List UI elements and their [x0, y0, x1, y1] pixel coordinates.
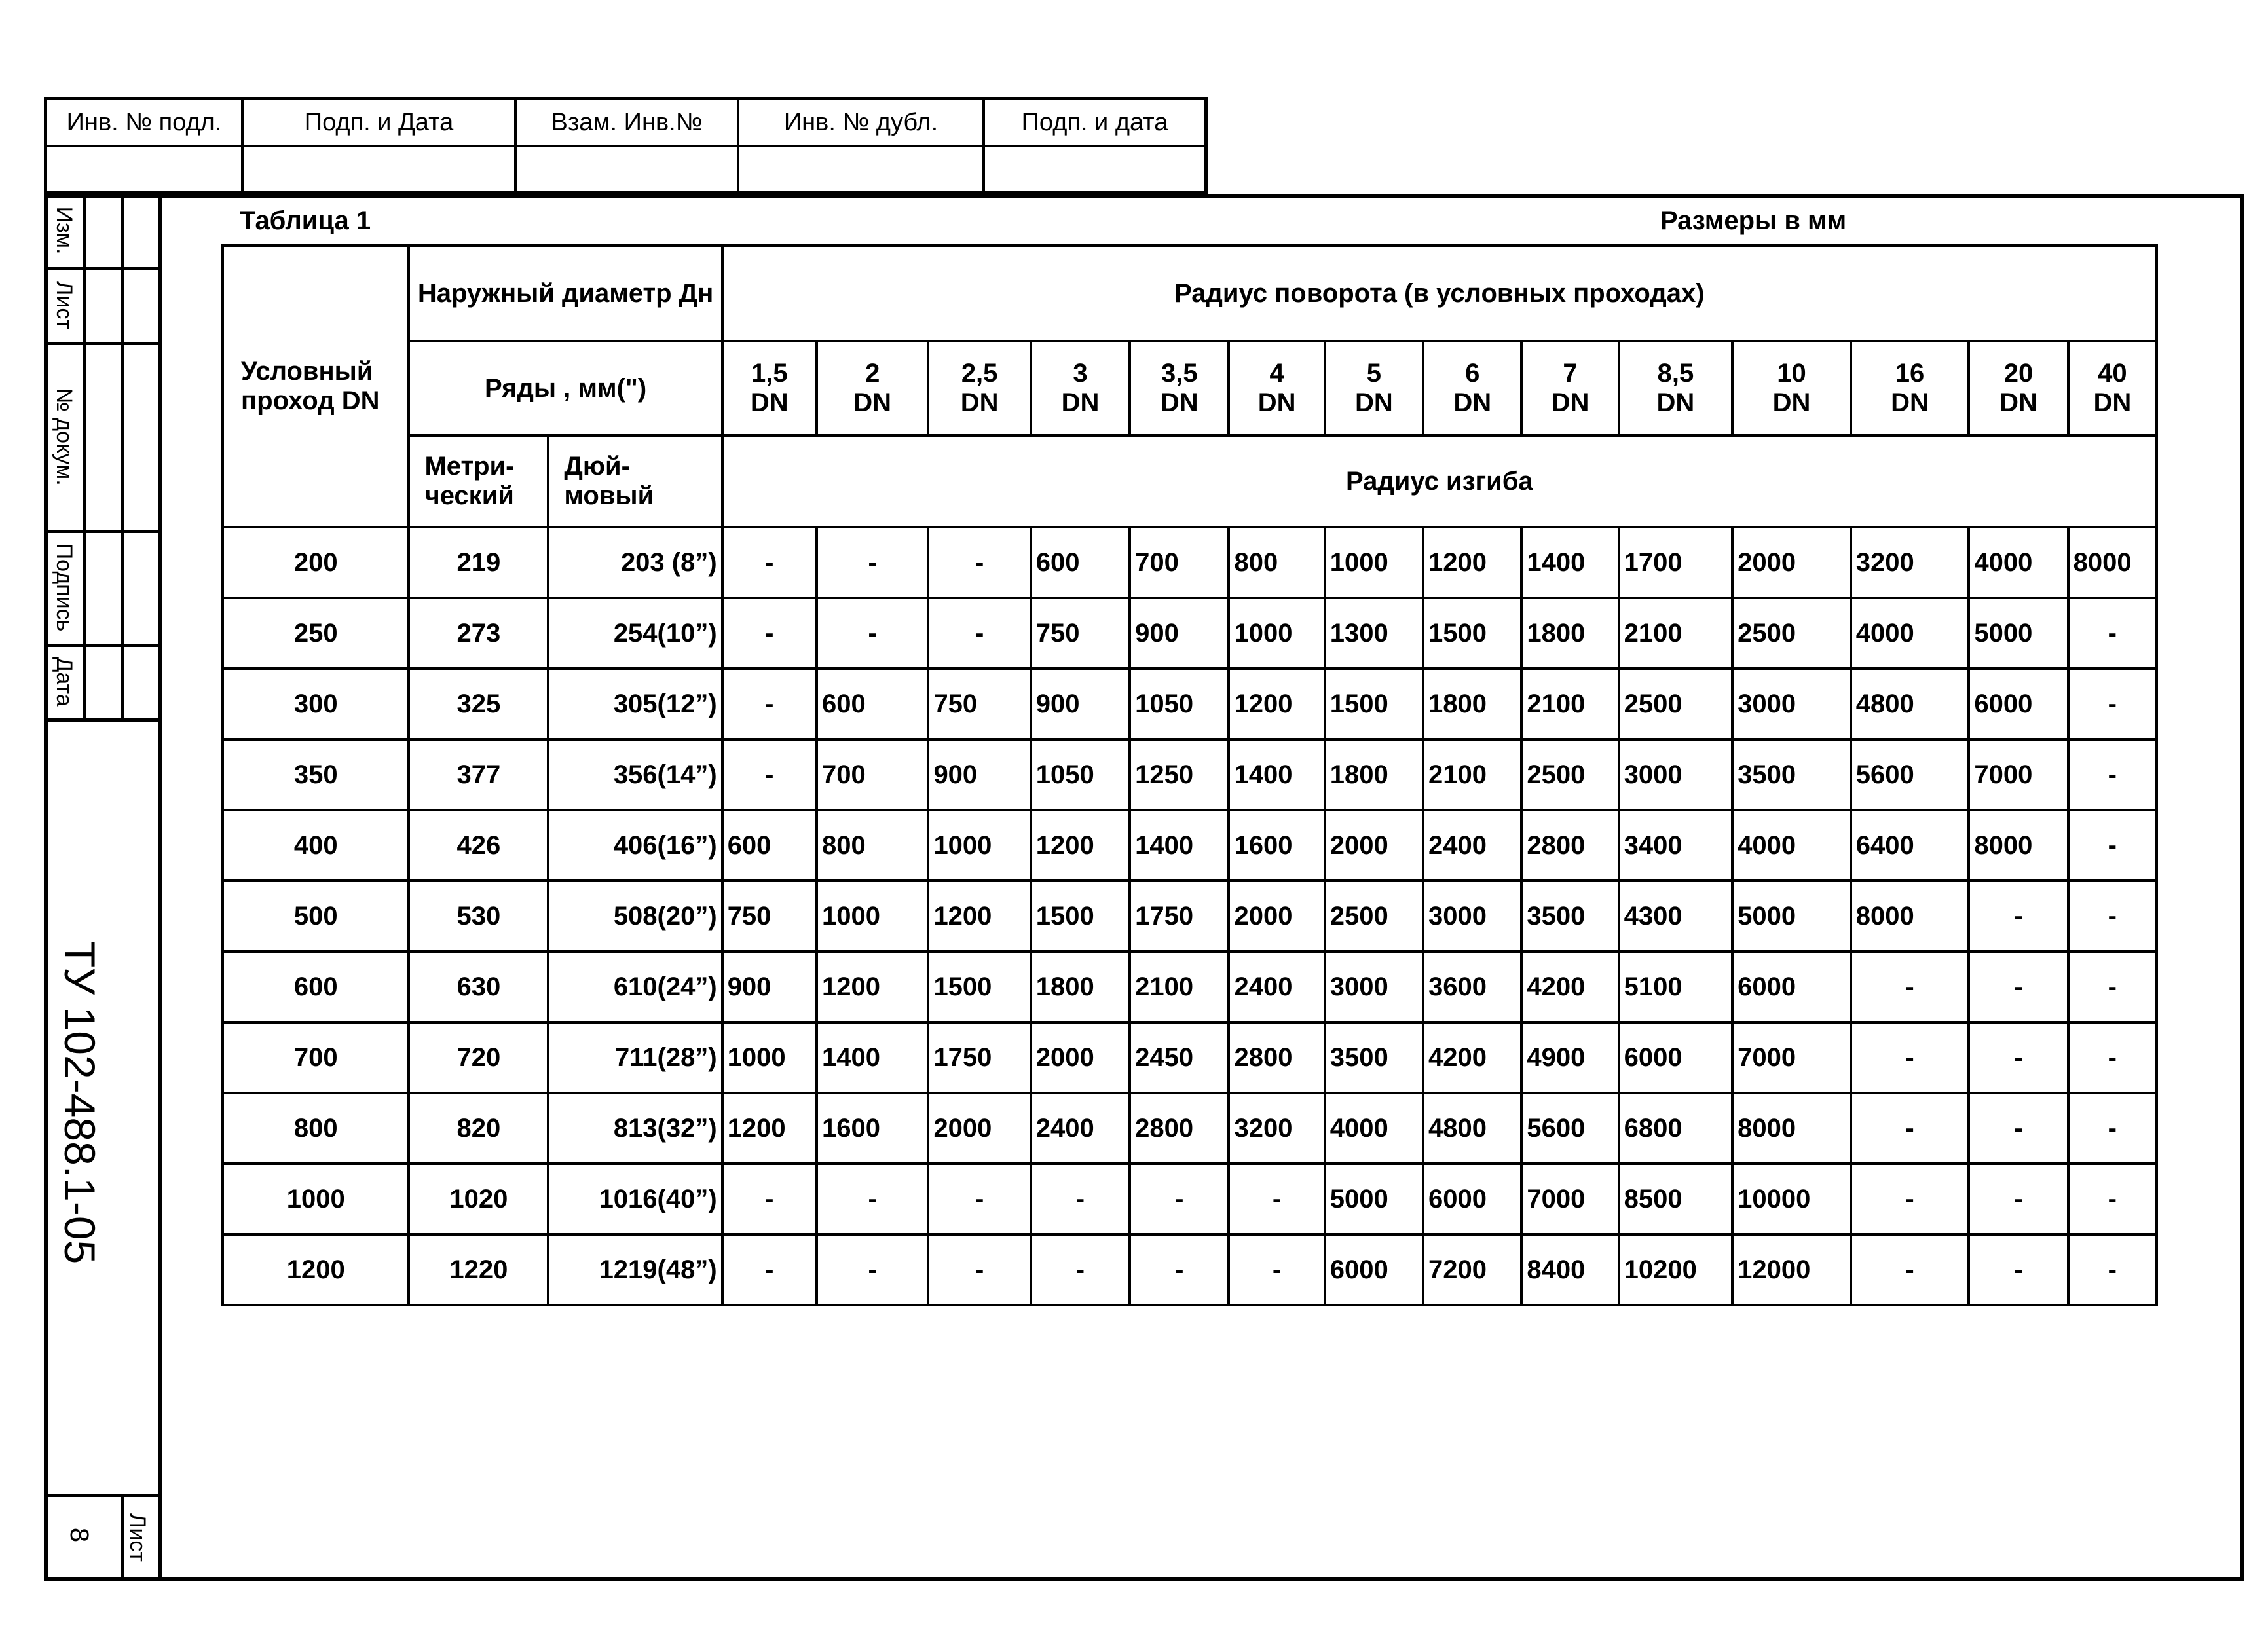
revision-label-sheet: Лист [52, 281, 77, 329]
cell-radius-value: 1050 [1031, 739, 1130, 810]
table-row [223, 1234, 2157, 1305]
approval-cell-inv-orig [47, 100, 244, 191]
cell-inch: 610(24”) [548, 952, 722, 1022]
cell-inch: 1219(48”) [548, 1234, 722, 1305]
cell-radius-value: 2000 [1229, 881, 1324, 952]
cell-radius-value: 1800 [1031, 952, 1130, 1022]
cell-radius-value: - [1851, 1093, 1969, 1164]
cell-radius-value: 900 [1130, 598, 1229, 669]
cell-radius-value: 1200 [1229, 669, 1324, 739]
strip-divider [83, 194, 86, 721]
cell-radius-value: 2100 [1423, 739, 1521, 810]
cell-radius-value: 6000 [1969, 669, 2068, 739]
cell-radius-value: 10200 [1619, 1234, 1733, 1305]
cell-radius-value: - [1851, 952, 1969, 1022]
cell-radius-value: 2000 [1031, 1022, 1130, 1093]
header-rows: Ряды , мм(") [409, 341, 722, 435]
cell-inch: 813(32”) [548, 1093, 722, 1164]
cell-radius-value: 900 [1031, 669, 1130, 739]
cell-radius-value: 8400 [1521, 1234, 1618, 1305]
cell-radius-value: 1600 [817, 1093, 928, 1164]
cell-radius-value: 1500 [928, 952, 1030, 1022]
document-code: ТУ 102-488.1-05 [56, 941, 104, 1265]
cell-radius-value: 2800 [1130, 1093, 1229, 1164]
cell-inch: 356(14”) [548, 739, 722, 810]
cell-dn: 500 [223, 881, 409, 952]
radius-header-cell [1325, 341, 1423, 435]
cell-radius-value: 2800 [1229, 1022, 1324, 1093]
cell-radius-value: 5600 [1521, 1093, 1618, 1164]
cell-metric: 1220 [409, 1234, 548, 1305]
radius-header-multiplier: 3 [1073, 359, 1088, 388]
cell-radius-value: - [722, 1164, 817, 1234]
cell-radius-value: - [1851, 1164, 1969, 1234]
table-caption: Таблица 1 [240, 206, 371, 235]
radius-header-multiplier: 7 [1563, 359, 1578, 388]
cell-radius-value: 5000 [1325, 1164, 1423, 1234]
cell-radius-value: 1300 [1325, 598, 1423, 669]
cell-radius-value: 1000 [1229, 598, 1324, 669]
approval-header: Подп. и Дата [244, 100, 514, 147]
radius-header-cell [817, 341, 928, 435]
cell-radius-value: 6800 [1619, 1093, 1733, 1164]
cell-radius-value: - [1969, 1234, 2068, 1305]
cell-radius-value: 1200 [1423, 527, 1521, 598]
cell-dn: 800 [223, 1093, 409, 1164]
cell-radius-value: - [2068, 1022, 2157, 1093]
radius-header-unit: DN [1257, 388, 1296, 417]
cell-radius-value: 3500 [1732, 739, 1851, 810]
cell-radius-value: 2450 [1130, 1022, 1229, 1093]
header-inch: Дюй-мовый [548, 435, 722, 527]
cell-radius-value: - [2068, 952, 2157, 1022]
radius-header-unit: DN [1772, 388, 1811, 417]
radius-header-cell [722, 341, 817, 435]
cell-radius-value: 4000 [1325, 1093, 1423, 1164]
cell-radius-value: 1700 [1619, 527, 1733, 598]
cell-metric: 219 [409, 527, 548, 598]
header-row-radius [223, 341, 2157, 435]
cell-radius-value: 3000 [1325, 952, 1423, 1022]
cell-radius-value: 3500 [1325, 1022, 1423, 1093]
cell-radius-value: 1500 [1031, 881, 1130, 952]
radius-header-multiplier: 2,5 [961, 359, 998, 388]
cell-radius-value: 1400 [1521, 527, 1618, 598]
table-row [223, 598, 2157, 669]
cell-radius-value: 1000 [817, 881, 928, 952]
cell-radius-value: 3600 [1423, 952, 1521, 1022]
cell-dn: 350 [223, 739, 409, 810]
radius-header-cell [928, 341, 1030, 435]
cell-dn: 600 [223, 952, 409, 1022]
sheet-number: 8 [65, 1527, 94, 1543]
cell-radius-value: - [1031, 1234, 1130, 1305]
cell-inch: 508(20”) [548, 881, 722, 952]
revision-strip [44, 194, 162, 1581]
table-row [223, 1093, 2157, 1164]
radius-header-unit: DN [1160, 388, 1199, 417]
cell-radius-value: 1400 [1229, 739, 1324, 810]
cell-radius-value: 750 [1031, 598, 1130, 669]
radius-header-cell [1969, 341, 2068, 435]
cell-radius-value: 4000 [1851, 598, 1969, 669]
cell-radius-value: 4800 [1851, 669, 1969, 739]
cell-dn: 300 [223, 669, 409, 739]
cell-radius-value: 4000 [1969, 527, 2068, 598]
cell-radius-value: - [817, 527, 928, 598]
cell-radius-value: - [1130, 1164, 1229, 1234]
radius-header-multiplier: 20 [2003, 359, 2034, 388]
cell-radius-value: 8500 [1619, 1164, 1733, 1234]
cell-dn: 200 [223, 527, 409, 598]
radius-header-multiplier: 6 [1465, 359, 1480, 388]
cell-radius-value: 4800 [1423, 1093, 1521, 1164]
cell-radius-value: 900 [722, 952, 817, 1022]
cell-radius-value: - [722, 1234, 817, 1305]
cell-radius-value: 2100 [1619, 598, 1733, 669]
cell-radius-value: 1000 [1325, 527, 1423, 598]
cell-radius-value: 1800 [1521, 598, 1618, 669]
cell-radius-value: - [817, 1164, 928, 1234]
radius-header-cell [1732, 341, 1851, 435]
cell-radius-value: - [2068, 881, 2157, 952]
cell-radius-value: - [928, 1164, 1030, 1234]
cell-radius-value: - [1851, 1234, 1969, 1305]
cell-radius-value: 8000 [1851, 881, 1969, 952]
cell-metric: 530 [409, 881, 548, 952]
header-outer-diameter: Наружный диаметр Дн [409, 246, 722, 341]
radius-header-unit: DN [1355, 388, 1393, 417]
radius-header-unit: DN [1999, 388, 2037, 417]
cell-radius-value: 1800 [1423, 669, 1521, 739]
cell-radius-value: 700 [817, 739, 928, 810]
cell-radius-value: - [2068, 810, 2157, 881]
revision-label-doc-number: № докум. [52, 388, 77, 486]
cell-radius-value: 800 [1229, 527, 1324, 598]
strip-divider [44, 1494, 158, 1497]
header-metric: Метри-ческий [409, 435, 548, 527]
cell-radius-value: 3400 [1619, 810, 1733, 881]
cell-radius-value: 600 [1031, 527, 1130, 598]
cell-radius-value: 7000 [1732, 1022, 1851, 1093]
table-row [223, 881, 2157, 952]
header-bend-radius: Радиус изгиба [722, 435, 2157, 527]
cell-radius-value: - [817, 598, 928, 669]
cell-radius-value: 750 [722, 881, 817, 952]
approval-header: Взам. Инв.№ [517, 100, 737, 147]
approval-header: Подп. и дата [985, 100, 1204, 147]
cell-radius-value: 1200 [817, 952, 928, 1022]
cell-radius-value: 1200 [928, 881, 1030, 952]
cell-inch: 1016(40”) [548, 1164, 722, 1234]
cell-radius-value: 600 [722, 810, 817, 881]
strip-divider [44, 267, 158, 270]
cell-radius-value: - [928, 1234, 1030, 1305]
cell-radius-value: - [1969, 1093, 2068, 1164]
radius-header-multiplier: 1,5 [751, 359, 788, 388]
radius-header-multiplier: 10 [1777, 359, 1806, 388]
cell-radius-value: 2400 [1031, 1093, 1130, 1164]
radius-header-multiplier: 3,5 [1161, 359, 1198, 388]
cell-radius-value: - [1229, 1164, 1324, 1234]
cell-radius-value: 4200 [1423, 1022, 1521, 1093]
radius-header-cell [1619, 341, 1733, 435]
cell-metric: 325 [409, 669, 548, 739]
cell-radius-value: 8000 [1732, 1093, 1851, 1164]
radius-header-cell [1229, 341, 1324, 435]
cell-radius-value: 1800 [1325, 739, 1423, 810]
cell-inch: 203 (8”) [548, 527, 722, 598]
radius-header-multiplier: 40 [2098, 359, 2127, 388]
cell-metric: 820 [409, 1093, 548, 1164]
cell-inch: 406(16”) [548, 810, 722, 881]
cell-radius-value: - [2068, 1164, 2157, 1234]
cell-radius-value: 1050 [1130, 669, 1229, 739]
approval-strip [44, 97, 1208, 194]
radius-header-cell [2068, 341, 2157, 435]
radius-header-cell [1130, 341, 1229, 435]
cell-radius-value: - [2068, 739, 2157, 810]
cell-radius-value: 600 [817, 669, 928, 739]
cell-radius-value: - [1969, 1022, 2068, 1093]
radius-header-unit: DN [1656, 388, 1695, 417]
cell-radius-value: 1500 [1423, 598, 1521, 669]
sheet-label: Лист [125, 1513, 150, 1562]
cell-radius-value: 1400 [1130, 810, 1229, 881]
strip-divider [44, 644, 158, 647]
cell-dn: 400 [223, 810, 409, 881]
cell-radius-value: 1200 [1031, 810, 1130, 881]
revision-label-signature: Подпись [52, 543, 77, 632]
cell-radius-value: 4900 [1521, 1022, 1618, 1093]
radius-header-unit: DN [750, 388, 789, 417]
cell-radius-value: 2800 [1521, 810, 1618, 881]
cell-radius-value: 3200 [1851, 527, 1969, 598]
radius-header-multiplier: 16 [1895, 359, 1925, 388]
cell-dn: 1200 [223, 1234, 409, 1305]
strip-divider [44, 530, 158, 533]
radius-header-unit: DN [1551, 388, 1589, 417]
cell-radius-value: 700 [1130, 527, 1229, 598]
table-row [223, 527, 2157, 598]
strip-divider [44, 342, 158, 345]
cell-radius-value: 1200 [722, 1093, 817, 1164]
radius-header-cell [1521, 341, 1618, 435]
approval-cell-inv-dup [739, 100, 985, 191]
cell-metric: 273 [409, 598, 548, 669]
cell-radius-value: - [722, 527, 817, 598]
cell-radius-value: - [1969, 952, 2068, 1022]
cell-radius-value: 8000 [1969, 810, 2068, 881]
cell-radius-value: 5000 [1732, 881, 1851, 952]
table-row [223, 1022, 2157, 1093]
cell-radius-value: 1750 [928, 1022, 1030, 1093]
radius-header-unit: DN [1061, 388, 1100, 417]
cell-radius-value: 7000 [1969, 739, 2068, 810]
cell-inch: 305(12”) [548, 669, 722, 739]
revision-label-change: Изм. [52, 206, 77, 255]
cell-radius-value: 800 [817, 810, 928, 881]
radius-header-multiplier: 5 [1366, 359, 1382, 388]
radius-header-unit: DN [960, 388, 999, 417]
cell-radius-value: - [1229, 1234, 1324, 1305]
cell-radius-value: - [722, 598, 817, 669]
cell-radius-value: - [1031, 1164, 1130, 1234]
cell-inch: 254(10”) [548, 598, 722, 669]
cell-radius-value: 3200 [1229, 1093, 1324, 1164]
table-row [223, 669, 2157, 739]
table-units: Размеры в мм [1660, 206, 1847, 235]
cell-radius-value: 2000 [928, 1093, 1030, 1164]
cell-radius-value: 7000 [1521, 1164, 1618, 1234]
radius-header-unit: DN [1453, 388, 1492, 417]
cell-radius-value: 1000 [928, 810, 1030, 881]
radius-header-unit: DN [2093, 388, 2132, 417]
cell-metric: 377 [409, 739, 548, 810]
cell-radius-value: 1000 [722, 1022, 817, 1093]
cell-radius-value: - [1969, 1164, 2068, 1234]
cell-radius-value: - [2068, 598, 2157, 669]
bend-radius-table [221, 244, 2158, 1306]
table-row [223, 1164, 2157, 1234]
cell-radius-value: 5600 [1851, 739, 1969, 810]
cell-radius-value: 3000 [1423, 881, 1521, 952]
radius-header-multiplier: 4 [1269, 359, 1284, 388]
cell-radius-value: 10000 [1732, 1164, 1851, 1234]
cell-dn: 250 [223, 598, 409, 669]
cell-metric: 630 [409, 952, 548, 1022]
cell-radius-value: 8000 [2068, 527, 2157, 598]
cell-radius-value: - [1130, 1234, 1229, 1305]
cell-radius-value: 2100 [1130, 952, 1229, 1022]
cell-radius-value: - [928, 527, 1030, 598]
cell-radius-value: 7200 [1423, 1234, 1521, 1305]
cell-radius-value: - [722, 739, 817, 810]
cell-radius-value: 2400 [1423, 810, 1521, 881]
table-row [223, 952, 2157, 1022]
cell-metric: 720 [409, 1022, 548, 1093]
cell-radius-value: 6000 [1325, 1234, 1423, 1305]
cell-radius-value: 6000 [1732, 952, 1851, 1022]
cell-radius-value: 3000 [1732, 669, 1851, 739]
cell-radius-value: - [928, 598, 1030, 669]
cell-radius-value: 4300 [1619, 881, 1733, 952]
header-turn-radius: Радиус поворота (в условных проходах) [722, 246, 2157, 341]
cell-radius-value: 2500 [1521, 739, 1618, 810]
approval-header: Инв. № дубл. [739, 100, 982, 147]
cell-radius-value: 900 [928, 739, 1030, 810]
strip-divider [121, 194, 124, 721]
header-dn: Условный проход DN [223, 246, 409, 527]
cell-inch: 711(28”) [548, 1022, 722, 1093]
cell-radius-value: 2500 [1325, 881, 1423, 952]
approval-cell-replace-inv [517, 100, 739, 191]
cell-radius-value: 6000 [1423, 1164, 1521, 1234]
cell-radius-value: - [817, 1234, 928, 1305]
cell-radius-value: - [722, 669, 817, 739]
radius-header-unit: DN [853, 388, 892, 417]
cell-radius-value: 6000 [1619, 1022, 1733, 1093]
table-row [223, 739, 2157, 810]
cell-radius-value: - [2068, 1093, 2157, 1164]
cell-radius-value: 2400 [1229, 952, 1324, 1022]
cell-radius-value: 2500 [1619, 669, 1733, 739]
cell-radius-value: 6400 [1851, 810, 1969, 881]
table-row [223, 810, 2157, 881]
revision-label-date: Дата [52, 657, 77, 707]
cell-radius-value: - [1969, 881, 2068, 952]
cell-radius-value: 750 [928, 669, 1030, 739]
cell-metric: 426 [409, 810, 548, 881]
radius-header-cell [1851, 341, 1969, 435]
cell-radius-value: 1250 [1130, 739, 1229, 810]
cell-radius-value: 2500 [1732, 598, 1851, 669]
radius-header-multiplier: 2 [865, 359, 880, 388]
radius-header-unit: DN [1891, 388, 1929, 417]
cell-radius-value: 1750 [1130, 881, 1229, 952]
cell-radius-value: 2000 [1732, 527, 1851, 598]
approval-header: Инв. № подл. [47, 100, 241, 147]
strip-divider [44, 718, 158, 722]
cell-radius-value: 3500 [1521, 881, 1618, 952]
cell-radius-value: - [2068, 1234, 2157, 1305]
cell-radius-value: 12000 [1732, 1234, 1851, 1305]
approval-cell-sign-date-2 [985, 100, 1204, 191]
radius-header-multiplier: 8,5 [1657, 359, 1694, 388]
cell-radius-value: 1500 [1325, 669, 1423, 739]
cell-radius-value: 2100 [1521, 669, 1618, 739]
header-row-top [223, 246, 2157, 341]
radius-header-cell [1423, 341, 1521, 435]
strip-divider [121, 1494, 124, 1577]
cell-dn: 1000 [223, 1164, 409, 1234]
cell-radius-value: - [2068, 669, 2157, 739]
cell-radius-value: 1600 [1229, 810, 1324, 881]
radius-header-cell [1031, 341, 1130, 435]
header-row-bottom [223, 435, 2157, 527]
cell-radius-value: 4200 [1521, 952, 1618, 1022]
cell-radius-value: 4000 [1732, 810, 1851, 881]
cell-radius-value: 5100 [1619, 952, 1733, 1022]
cell-radius-value: 3000 [1619, 739, 1733, 810]
cell-radius-value: 5000 [1969, 598, 2068, 669]
approval-cell-sign-date [244, 100, 517, 191]
cell-radius-value: 1400 [817, 1022, 928, 1093]
cell-metric: 1020 [409, 1164, 548, 1234]
cell-radius-value: - [1851, 1022, 1969, 1093]
cell-radius-value: 2000 [1325, 810, 1423, 881]
cell-dn: 700 [223, 1022, 409, 1093]
